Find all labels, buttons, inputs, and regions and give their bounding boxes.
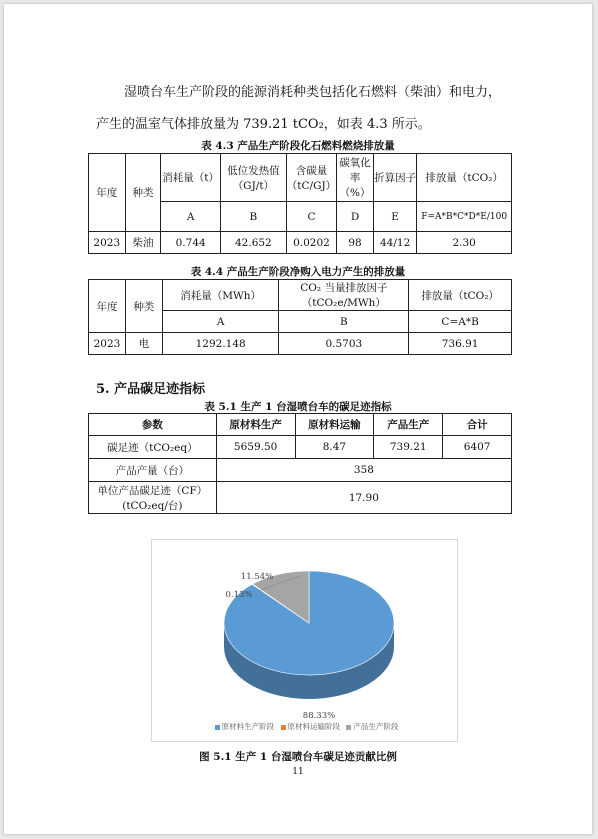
header-total: 合计 xyxy=(443,414,512,436)
data-cell: 736.91 xyxy=(409,333,512,355)
data-cell: 17.90 xyxy=(216,482,511,514)
page-number: 11 xyxy=(292,767,304,777)
paragraph-line-2: 产生的温室气体排放量为 739.21 tCO₂，如表 4.3 所示。 xyxy=(96,117,431,132)
letter-cell: B xyxy=(279,311,409,333)
header-oxidation-rate: 碳氧化率（%） xyxy=(337,154,374,202)
legend-swatch-production-raw xyxy=(215,725,220,730)
pie-chart-frame xyxy=(151,539,458,742)
header-parameter: 参数 xyxy=(89,414,217,436)
header-emission: 排放量（tCO₂） xyxy=(409,280,512,311)
header-consumption: 消耗量（MWh） xyxy=(162,280,279,311)
data-cell: 2.30 xyxy=(417,232,512,254)
header-consumption: 消耗量（t） xyxy=(161,154,221,202)
figure-caption: 图 5.1 生产 1 台湿喷台车碳足迹贡献比例 xyxy=(199,751,397,763)
table-4-4 xyxy=(88,279,512,355)
letter-cell: A xyxy=(161,202,221,232)
data-cell: 0.5703 xyxy=(279,333,409,355)
letter-cell: D xyxy=(337,202,374,232)
data-cell: 0.744 xyxy=(161,232,221,254)
pie-chart xyxy=(152,540,457,720)
row-label: 碳足迹（tCO₂eq） xyxy=(89,436,217,459)
data-cell: 2023 xyxy=(89,232,126,254)
data-cell: 8.47 xyxy=(295,436,374,459)
header-year: 年度 xyxy=(89,154,126,232)
legend-label: 产品生产阶段 xyxy=(353,722,399,731)
table-5-1-caption: 表 5.1 生产 1 台湿喷台车的碳足迹指标 xyxy=(204,401,392,413)
table-5-1 xyxy=(88,413,512,514)
data-cell: 6407 xyxy=(443,436,512,459)
data-cell: 0.0202 xyxy=(286,232,336,254)
data-cell: 5659.50 xyxy=(216,436,295,459)
header-product-production: 产品生产 xyxy=(374,414,443,436)
row-label: 产品产量（台） xyxy=(89,459,217,482)
letter-cell: B xyxy=(220,202,286,232)
paragraph-line-1: 湿喷台车生产阶段的能源消耗种类包括化石燃料（柴油）和电力， xyxy=(124,85,502,100)
pie-data-label-2: 11.54% xyxy=(240,572,274,582)
legend-swatch-transport xyxy=(281,725,286,730)
section-5-heading: 5. 产品碳足迹指标 xyxy=(96,382,206,397)
table-4-4-caption: 表 4.4 产品生产阶段净购入电力产生的排放量 xyxy=(190,266,406,278)
header-type: 种类 xyxy=(125,280,162,333)
document-page xyxy=(4,4,592,834)
pie-data-label-0: 88.33% xyxy=(302,711,336,720)
data-cell: 电 xyxy=(125,333,162,355)
data-cell: 98 xyxy=(337,232,374,254)
legend-swatch-product xyxy=(346,725,351,730)
data-cell: 739.21 xyxy=(374,436,443,459)
header-year: 年度 xyxy=(89,280,126,333)
data-cell: 42.652 xyxy=(220,232,286,254)
chart-legend xyxy=(152,721,457,732)
table-4-3 xyxy=(88,153,512,254)
header-emission-factor: CO₂ 当量排放因子（tCO₂e/MWh） xyxy=(279,280,409,311)
data-cell: 2023 xyxy=(89,333,126,355)
header-heating-value: 低位发热值（GJ/t） xyxy=(220,154,286,202)
letter-cell: A xyxy=(162,311,279,333)
header-carbon-content: 含碳量（tC/GJ） xyxy=(286,154,336,202)
formula-cell: C=A*B xyxy=(409,311,512,333)
header-conversion-factor: 折算因子 xyxy=(373,154,416,202)
row-label: 单位产品碳足迹（CF）(tCO₂eq/台) xyxy=(89,482,217,514)
table-4-3-caption: 表 4.3 产品生产阶段化石燃料燃烧排放量 xyxy=(201,140,395,152)
header-type: 种类 xyxy=(125,154,161,232)
header-emission: 排放量（tCO₂） xyxy=(417,154,512,202)
data-cell: 柴油 xyxy=(125,232,161,254)
legend-label: 原材料运输阶段 xyxy=(287,722,340,731)
header-raw-material-transport: 原材料运输 xyxy=(295,414,374,436)
data-cell: 44/12 xyxy=(373,232,416,254)
legend-label: 原材料生产阶段 xyxy=(221,722,275,731)
letter-cell: E xyxy=(373,202,416,232)
letter-cell: C xyxy=(286,202,336,232)
pie-data-label-1: 0.13% xyxy=(225,590,253,600)
data-cell: 358 xyxy=(216,459,511,482)
header-raw-material-production: 原材料生产 xyxy=(216,414,295,436)
formula-cell: F=A*B*C*D*E/100 xyxy=(417,202,512,232)
data-cell: 1292.148 xyxy=(162,333,279,355)
